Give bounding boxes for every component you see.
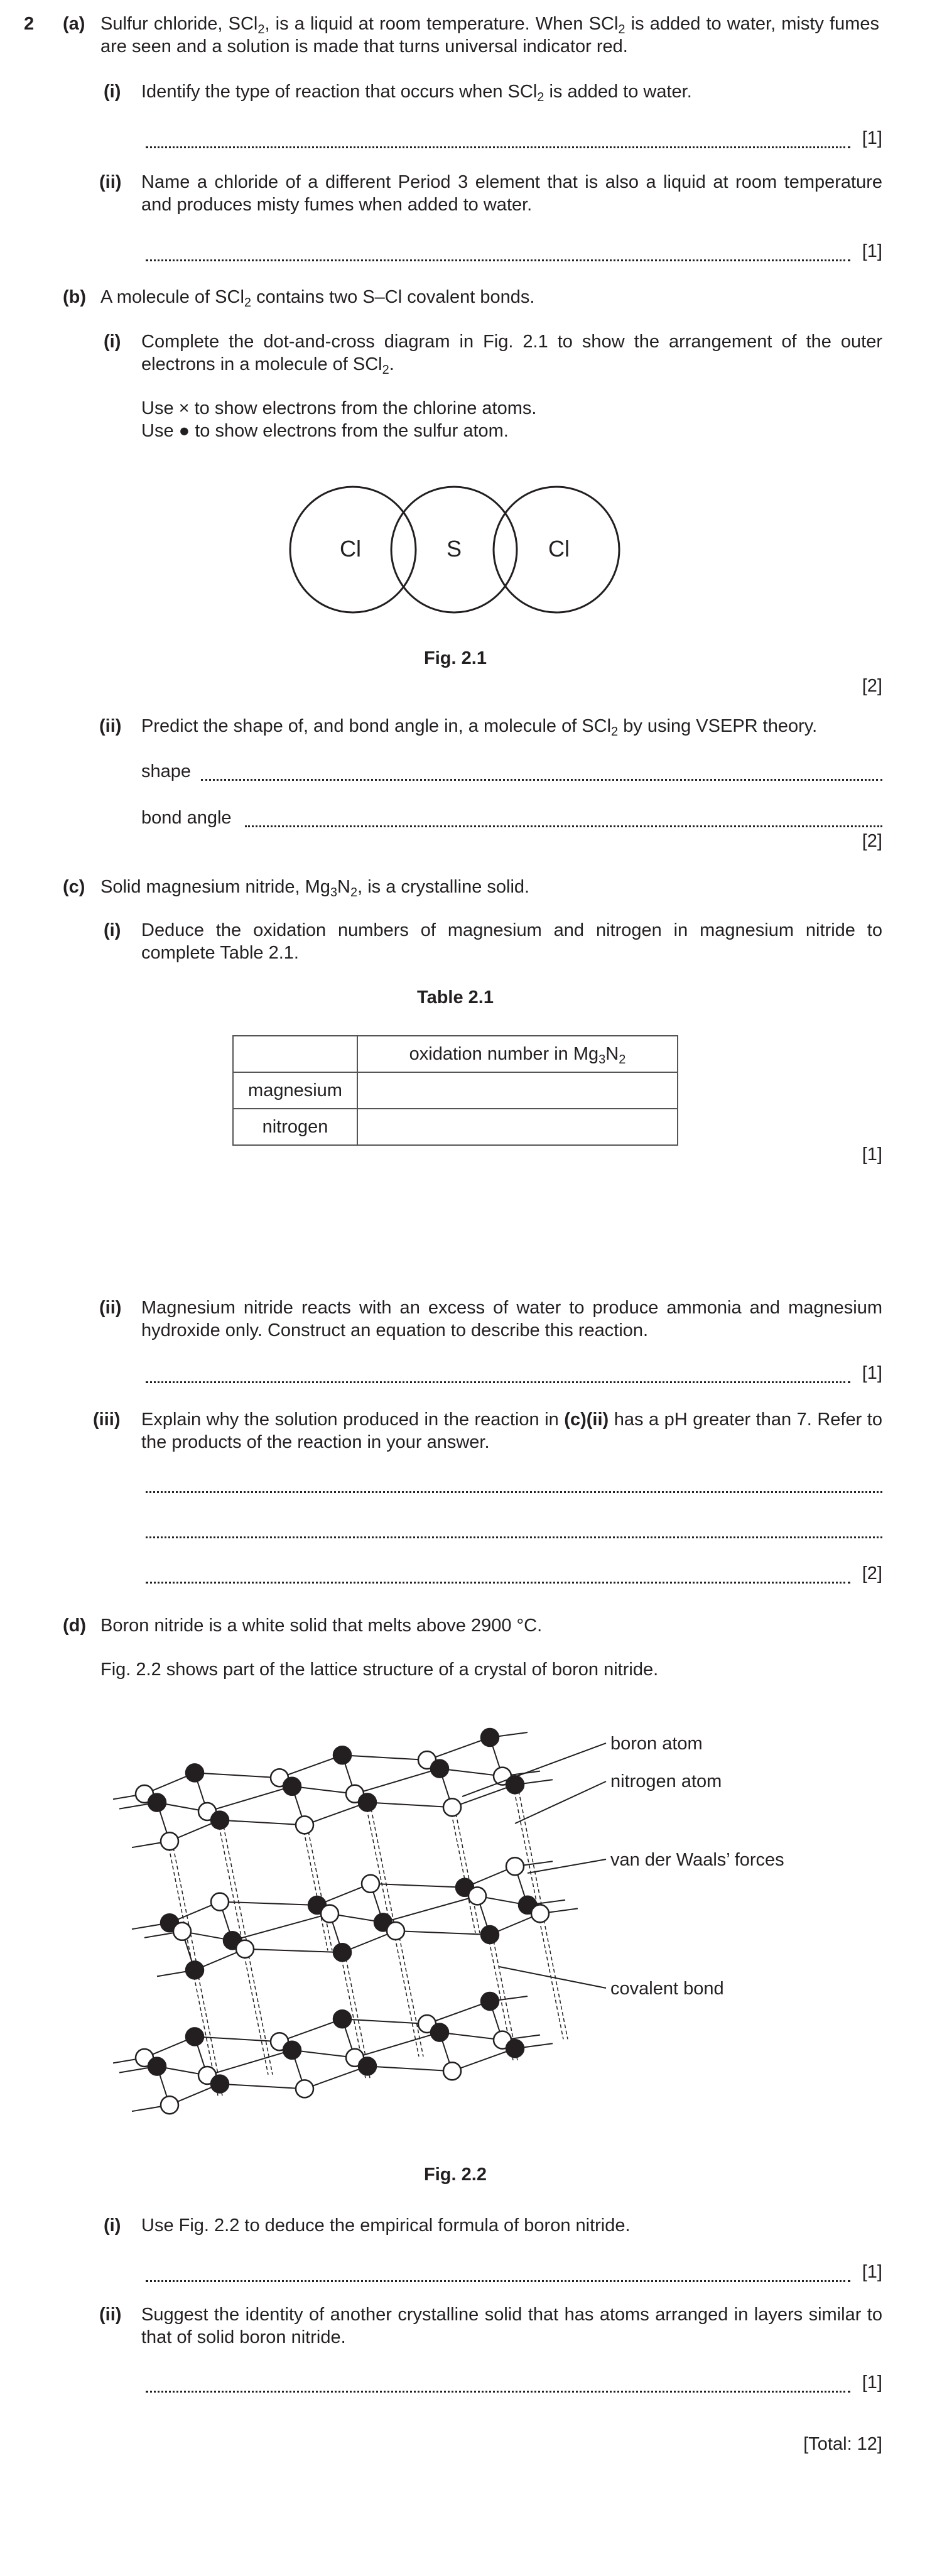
answer-line-d-ii[interactable] — [146, 2391, 850, 2393]
label-van-der-waals: van der Waals’ forces — [610, 1850, 784, 1870]
part-b-stem: A molecule of SCl$_2$ contains two S–Cl covalent bonds. — [100, 287, 535, 310]
part-c-stem: Solid magnesium nitride, $Mg_3N_2$, is a crystalline solid. — [100, 877, 530, 899]
nitrogen-atom — [161, 1832, 178, 1850]
lattice-bond — [279, 1755, 342, 1778]
van-der-waals-line — [222, 1820, 247, 1946]
lattice-bond — [305, 2066, 367, 2089]
boron-nitride-lattice-figure — [113, 1690, 823, 2148]
van-der-waals-line — [168, 1841, 193, 1967]
part-d-ii-label: (ii) — [99, 2305, 122, 2325]
answer-line-c-iii-3[interactable] — [146, 1582, 850, 1584]
nitrogen-atom — [362, 1875, 379, 1893]
nitrogen-atom — [531, 1905, 549, 1922]
part-b-ii-text: Predict the shape of, and bond angle in, a molecule of SCl$_2$ by using VSEPR theory. — [141, 716, 818, 739]
lattice-bond — [371, 1884, 465, 1888]
atom-label-s: S — [446, 536, 462, 562]
boron-atom — [481, 1729, 499, 1746]
question-number: 2 — [24, 14, 35, 34]
nitrogen-atom — [211, 1893, 229, 1911]
oxidation-number-table — [232, 1035, 678, 1146]
part-c-i-text: Deduce the oxidation numbers of magnesium and nitrogen in magnesium nitride to complete Table 2.1. — [141, 920, 882, 963]
boron-atom — [211, 2075, 229, 2093]
nitrogen-atom — [296, 1816, 313, 1834]
part-d-ii-text: Suggest the identity of another crystalline solid that has atoms arranged in layers similar to that of solid boron nitride. — [141, 2305, 882, 2347]
boron-atom — [283, 2041, 301, 2059]
answer-line-c-ii[interactable] — [146, 1381, 850, 1383]
mark-b-ii: [2] — [862, 831, 882, 851]
answer-line-d-i[interactable] — [146, 2280, 850, 2282]
van-der-waals-line — [247, 1949, 273, 2075]
shape-label: shape — [141, 761, 192, 781]
van-der-waals-line — [398, 1931, 423, 2057]
atom-label-cl-left: Cl — [340, 536, 361, 562]
part-a-ii-text: Name a chloride of a different Period 3 element that is also a liquid at room temperature and produces misty fumes when added to water. — [141, 172, 882, 215]
answer-cell-nitrogen[interactable] — [357, 1109, 678, 1145]
boron-atom — [431, 2024, 448, 2041]
boron-atom — [506, 2040, 524, 2057]
leader-line-vdw — [528, 1859, 606, 1873]
boron-atom — [148, 2058, 166, 2075]
part-c-i-label: (i) — [104, 920, 121, 940]
part-d-i-label: (i) — [104, 2215, 121, 2236]
part-c-ii-label: (ii) — [99, 1298, 122, 1318]
nitrogen-atom — [161, 2096, 178, 2114]
lattice-bond — [220, 2084, 305, 2089]
boron-atom — [359, 2057, 376, 2075]
nitrogen-atom — [443, 1798, 461, 1816]
answer-line-c-iii-2[interactable] — [146, 1536, 882, 1538]
mark-a-ii: [1] — [862, 241, 882, 261]
part-c-ii-text: Magnesium nitride reacts with an excess of water to produce ammonia and magnesium hydroxide only. Construct an equation to describe this reaction. — [141, 1298, 882, 1340]
part-b-i-label: (i) — [104, 332, 121, 352]
boron-atom — [359, 1793, 376, 1811]
boron-atom — [283, 1778, 301, 1795]
label-boron-atom: boron atom — [610, 1734, 703, 1754]
part-a-i-label: (i) — [104, 82, 121, 102]
van-der-waals-line — [303, 1825, 328, 1950]
lattice-bond — [232, 1914, 330, 1941]
part-d-stem: Boron nitride is a white solid that melts above 2900 °C. — [100, 1616, 543, 1636]
van-der-waals-line — [517, 1785, 543, 1910]
part-c-iii-label: (iii) — [93, 1410, 121, 1430]
van-der-waals-line — [307, 1825, 332, 1950]
total-marks: [Total: 12] — [803, 2434, 882, 2454]
van-der-waals-line — [450, 1807, 475, 1933]
nitrogen-atom — [506, 1857, 524, 1875]
boron-atom — [333, 2010, 351, 2028]
boron-atom — [186, 2028, 203, 2045]
part-d-intro: Fig. 2.2 shows part of the lattice structure of a crystal of boron nitride. — [100, 1660, 659, 1680]
lattice-bond — [367, 2066, 452, 2071]
boron-atom — [211, 1812, 229, 1829]
boron-atom — [333, 1943, 351, 1961]
instruction-dot: Use ● to show electrons from the sulfur atom. — [141, 421, 509, 441]
lattice-bond — [207, 2050, 292, 2075]
mark-c-iii: [2] — [862, 1563, 882, 1584]
mark-c-i: [1] — [862, 1144, 882, 1165]
part-c-label: (c) — [63, 877, 85, 897]
part-b-label: (b) — [63, 287, 87, 307]
answer-cell-magnesium[interactable] — [357, 1072, 678, 1109]
lattice-bond — [305, 1802, 367, 1825]
table-2-1-title: Table 2.1 — [417, 987, 494, 1008]
part-d-label: (d) — [63, 1616, 87, 1636]
boron-atom — [481, 1926, 499, 1943]
lattice-bond — [452, 2048, 515, 2071]
mark-d-ii: [1] — [862, 2372, 882, 2393]
fig-2-2-caption: Fig. 2.2 — [424, 2165, 487, 2185]
bond-angle-label: bond angle — [141, 808, 232, 828]
label-covalent-bond: covalent bond — [610, 1979, 724, 1999]
van-der-waals-line — [394, 1931, 419, 2057]
answer-line-c-iii-1[interactable] — [146, 1491, 882, 1493]
boron-atom — [186, 1764, 203, 1781]
label-nitrogen-atom: nitrogen atom — [610, 1771, 722, 1791]
part-d-i-text: Use Fig. 2.2 to deduce the empirical formula of boron nitride. — [141, 2215, 631, 2236]
van-der-waals-line — [513, 1785, 538, 1910]
table-header: oxidation number in $Mg_3N_2$ — [357, 1036, 678, 1072]
lattice-bond — [355, 2033, 440, 2058]
nitrogen-atom — [468, 1887, 486, 1905]
instruction-cross: Use × to show electrons from the chlorine atoms. — [141, 398, 537, 418]
dot-and-cross-diagram[interactable] — [276, 484, 634, 616]
lattice-bond — [355, 1769, 440, 1794]
atom-label-cl-right: Cl — [548, 536, 570, 562]
lattice-structure — [113, 1729, 578, 2114]
van-der-waals-line — [370, 1802, 395, 1928]
answer-line-shape[interactable] — [201, 779, 882, 781]
leader-line-boron — [462, 1743, 606, 1796]
leader-line-nitrogen — [515, 1781, 606, 1823]
lattice-bond — [220, 1820, 305, 1825]
van-der-waals-line — [218, 1820, 243, 1946]
van-der-waals-line — [172, 1841, 197, 1967]
nitrogen-atom — [387, 1922, 404, 1940]
part-a-label: (a) — [63, 14, 85, 34]
nitrogen-atom — [173, 1923, 191, 1940]
part-a-i-text: Identify the type of reaction that occurs when SCl$_2$ is added to water. — [141, 82, 692, 104]
part-a-ii-label: (ii) — [99, 172, 122, 192]
lattice-bond — [367, 1802, 452, 1807]
nitrogen-atom — [296, 2080, 313, 2097]
lattice-bond — [427, 1737, 490, 1760]
van-der-waals-line — [243, 1949, 268, 2075]
lattice-bond — [195, 1773, 279, 1778]
mark-c-ii: [1] — [862, 1363, 882, 1383]
boron-atom — [148, 1794, 166, 1812]
van-der-waals-line — [365, 1802, 391, 1928]
van-der-waals-line — [455, 1807, 480, 1933]
answer-line-a-i[interactable] — [146, 146, 850, 148]
lattice-bond — [383, 1896, 477, 1922]
fig-2-1-caption: Fig. 2.1 — [424, 648, 487, 668]
boron-atom — [481, 1992, 499, 2010]
lattice-bond — [342, 1755, 427, 1760]
table-row-label: nitrogen — [233, 1109, 357, 1145]
nitrogen-atom — [236, 1940, 254, 1958]
boron-atom — [333, 1746, 351, 1764]
part-c-iii-text: Explain why the solution produced in the reaction in (c)(ii) has a pH greater than 7. Refer to the products of the reaction in your answer. — [141, 1410, 882, 1452]
nitrogen-atom — [321, 1905, 338, 1923]
table-row-label: magnesium — [233, 1072, 357, 1109]
answer-line-bond-angle[interactable] — [245, 825, 882, 827]
boron-atom — [186, 1961, 203, 1979]
mark-d-i: [1] — [862, 2262, 882, 2282]
lattice-bond — [207, 1786, 292, 1812]
nitrogen-atom — [443, 2062, 461, 2080]
answer-line-a-ii[interactable] — [146, 259, 850, 261]
part-b-i-text: Complete the dot-and-cross diagram in Fig. 2.1 to show the arrangement of the outer electrons in a molecule of SCl$_2$. — [141, 332, 882, 377]
mark-b-i: [2] — [862, 676, 882, 696]
boron-atom — [431, 1760, 448, 1778]
part-a-stem: Sulfur chloride, SCl$_2$, is a liquid at room temperature. When SCl$_2$ is added to water, misty fumes are seen and a solution is made that turns universal indicator red. — [100, 14, 879, 57]
lattice-bond — [279, 2019, 342, 2041]
part-b-ii-label: (ii) — [99, 716, 122, 736]
lattice-bond — [427, 2001, 490, 2024]
mark-a-i: [1] — [862, 128, 882, 148]
